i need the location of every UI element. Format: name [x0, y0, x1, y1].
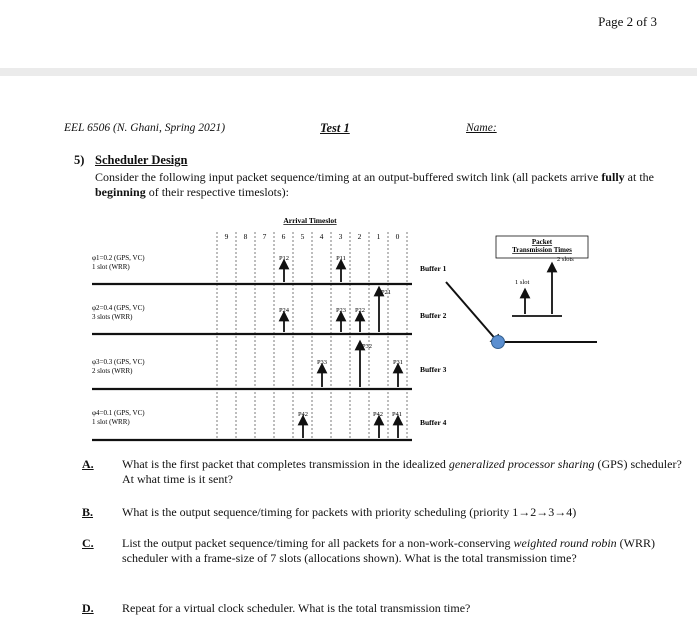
packet-label: P31 — [392, 359, 404, 366]
timeslot-label: 2 — [357, 232, 362, 241]
packet-label: P11 — [336, 255, 346, 262]
legend-title: Packet — [531, 238, 553, 246]
timeslot-label: 6 — [281, 232, 286, 241]
timeslot-label: 8 — [243, 232, 248, 241]
packet-label: P33 — [316, 359, 328, 366]
question-d: D. Repeat for a virtual clock scheduler. What is the total transmission time? — [82, 601, 471, 615]
packet-label: P21 — [380, 289, 392, 296]
timeslot-label: 1 — [376, 232, 381, 241]
flow-3-label: φ3=0.3 (GPS, VC) — [92, 358, 145, 366]
question-c-letter: C. — [82, 536, 94, 550]
timeline-title: Arrival Timeslot — [283, 216, 337, 225]
legend-subtitle: Transmission Times — [512, 246, 572, 254]
flow-1-slots: 1 slot (WRR) — [92, 263, 130, 271]
question-a-letter: A. — [82, 457, 94, 471]
timeslot-label: 0 — [395, 232, 400, 241]
question-b: B. What is the output sequence/timing for packets with priority scheduling (priority 1→2→3→4) — [82, 505, 577, 519]
question-c: C. List the output packet sequence/timing for all packets for a non-work-conserving weighted round robin (WRR) scheduler with a frame-size of 7 slots (allocations shown). What is the total transmission time? — [82, 536, 655, 565]
problem-title: Scheduler Design — [95, 153, 188, 167]
flow-1-label: φ1=0.2 (GPS, VC) — [92, 254, 145, 262]
question-b-letter: B. — [82, 505, 94, 519]
packet-label: P22 — [354, 307, 366, 314]
timeslot-label: 9 — [224, 232, 229, 241]
packet-label: P41 — [391, 411, 403, 418]
packet-label: P24 — [278, 307, 290, 314]
packet-label: P23 — [335, 307, 347, 314]
question-d-letter: D. — [82, 601, 94, 615]
buffer-4-label: Buffer 4 — [420, 418, 447, 427]
flow-2-slots: 3 slots (WRR) — [92, 313, 133, 321]
page-divider — [0, 68, 697, 76]
legend-1slot-label: 1 slot — [515, 279, 530, 286]
timeslot-label: 7 — [262, 232, 267, 241]
flow-4-slots: 1 slot (WRR) — [92, 418, 130, 426]
flow-3-slots: 2 slots (WRR) — [92, 367, 133, 375]
timeslot-label: 5 — [300, 232, 305, 241]
switch-pivot — [492, 336, 505, 349]
switch-input-arm — [446, 282, 498, 342]
buffer-3-label: Buffer 3 — [420, 365, 447, 374]
packet-label: P12 — [278, 255, 290, 262]
packet-label: P32 — [361, 343, 373, 350]
buffer-2-label: Buffer 2 — [420, 311, 447, 320]
timeslot-label: 3 — [338, 232, 343, 241]
packet-label: P42 — [372, 411, 384, 418]
buffer-1-label: Buffer 1 — [420, 264, 447, 273]
flow-2-label: φ2=0.4 (GPS, VC) — [92, 304, 145, 312]
legend-2slots-label: 2 slots — [557, 256, 574, 263]
question-a: A. What is the first packet that completes transmission in the idealized generalized processor sharing (GPS) scheduler? At what time is it sent? — [82, 457, 682, 486]
switch-diagram — [0, 212, 697, 452]
problem-number: 5) — [74, 153, 85, 167]
page-number: Page 2 of 3 — [598, 14, 657, 29]
timeslot-label: 4 — [319, 232, 324, 241]
course-header: EEL 6506 (N. Ghani, Spring 2021) — [64, 122, 226, 134]
flow-4-label: φ4=0.1 (GPS, VC) — [92, 409, 145, 417]
test-title: Test 1 — [320, 121, 350, 135]
packet-label: P42 — [297, 411, 309, 418]
problem-intro: Consider the following input packet sequence/timing at an output-buffered switch link (all packets arrive fully at the beginning of their respective timeslots): — [95, 170, 654, 199]
name-label: Name: — [466, 122, 497, 134]
